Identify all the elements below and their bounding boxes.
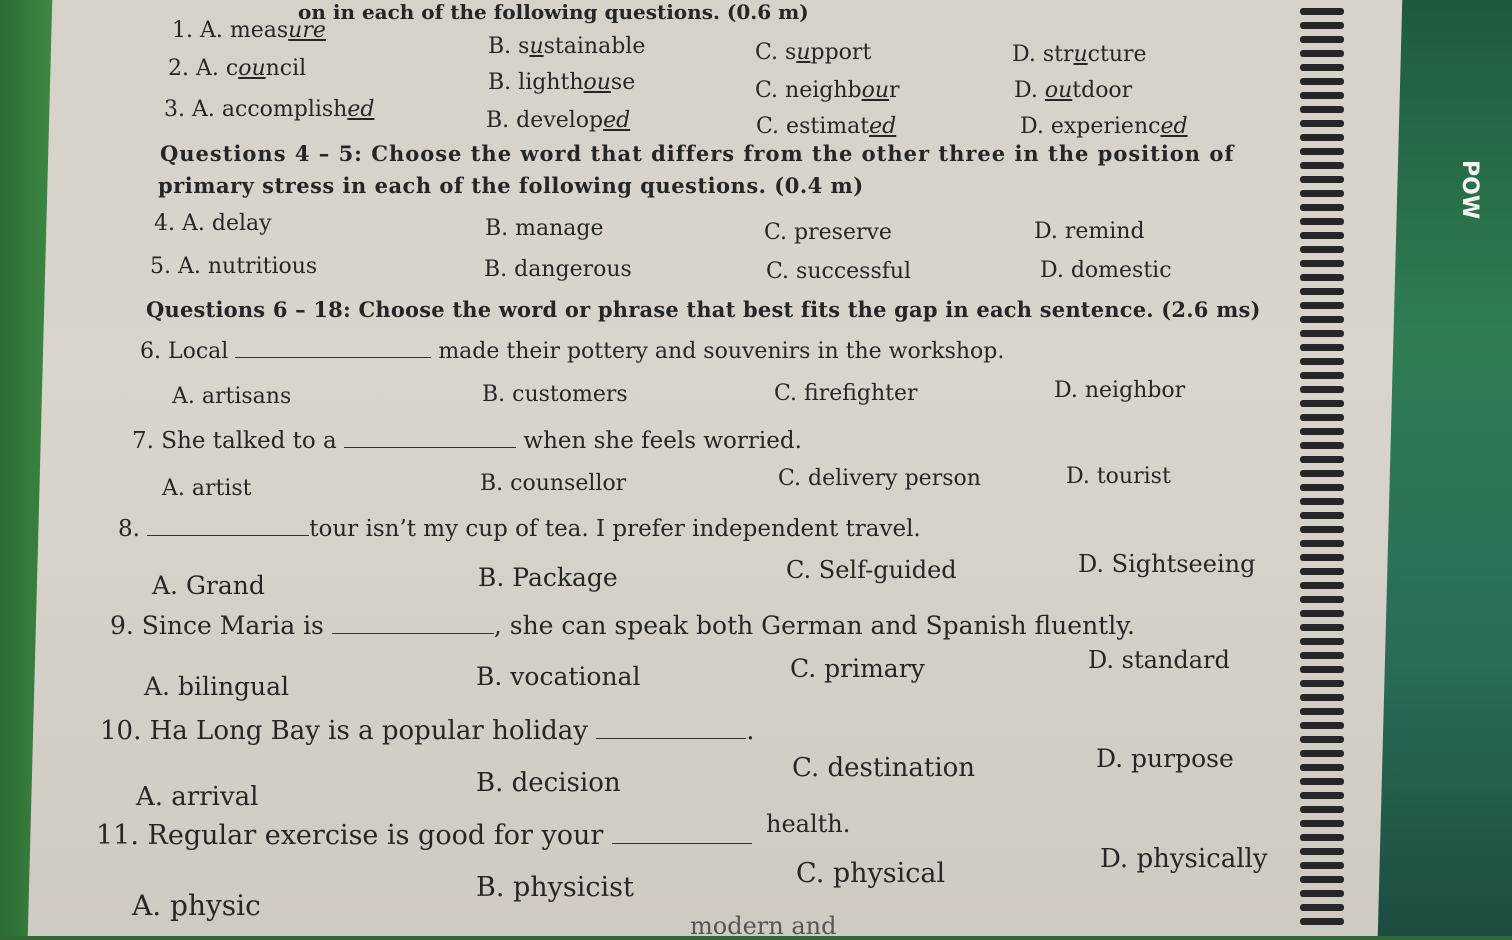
spiral-ring [1300,806,1344,813]
spiral-ring [1300,22,1344,29]
spiral-ring [1300,834,1344,841]
spiral-ring [1300,694,1344,701]
spiral-ring [1300,540,1344,547]
spiral-ring [1300,358,1344,365]
stress-heading-line2: primary stress in each of the following questions. (0.4 m) [158,173,864,198]
spiral-ring [1300,302,1344,309]
spiral-ring [1300,792,1344,799]
section-header-fragment: on in each of the following questions. (0.6 m) [298,0,809,24]
spiral-ring [1300,162,1344,169]
spiral-ring [1300,778,1344,785]
cut-off-line: modern and [690,912,837,940]
spiral-ring [1300,8,1344,15]
spiral-ring [1300,582,1344,589]
spiral-ring [1300,764,1344,771]
spiral-ring [1300,36,1344,43]
spiral-ring [1300,708,1344,715]
spiral-ring [1300,610,1344,617]
spiral-ring [1300,106,1344,113]
spiral-ring [1300,92,1344,99]
spiral-ring [1300,596,1344,603]
spiral-ring [1300,120,1344,127]
spiral-ring [1300,414,1344,421]
spiral-ring [1300,148,1344,155]
spiral-ring [1300,470,1344,477]
spiral-ring [1300,890,1344,897]
spiral-ring [1300,680,1344,687]
spiral-ring [1300,876,1344,883]
gap-heading: Questions 6 – 18: Choose the word or phrase that best fits the gap in each sentence. (2.6 ms) [146,297,1261,322]
spiral-ring [1300,862,1344,869]
spiral-ring [1300,848,1344,855]
spiral-ring [1300,456,1344,463]
spiral-ring [1300,260,1344,267]
spiral-ring [1300,64,1344,71]
spiral-ring [1300,386,1344,393]
spiral-ring [1300,568,1344,575]
spiral-ring [1300,330,1344,337]
spiral-ring [1300,904,1344,911]
spiral-ring [1300,400,1344,407]
spiral-ring [1300,232,1344,239]
spiral-ring [1300,652,1344,659]
spiral-ring [1300,372,1344,379]
spiral-ring [1300,274,1344,281]
stress-heading-line1: Questions 4 – 5: Choose the word that differs from the other three in the position of [160,141,1235,166]
spiral-ring [1300,428,1344,435]
spiral-ring [1300,484,1344,491]
spiral-ring [1300,246,1344,253]
spiral-ring [1300,176,1344,183]
spiral-ring [1300,918,1344,925]
spiral-ring [1300,820,1344,827]
spiral-ring [1300,498,1344,505]
spiral-ring [1300,526,1344,533]
spiral-ring [1300,512,1344,519]
spiral-ring [1300,344,1344,351]
spiral-ring [1300,736,1344,743]
spiral-ring [1300,722,1344,729]
spiral-ring [1300,316,1344,323]
spiral-ring [1300,750,1344,757]
book-spine-label: POW [1457,160,1482,220]
spiral-ring [1300,288,1344,295]
spiral-ring [1300,204,1344,211]
spiral-binding [1300,0,1344,936]
spiral-ring [1300,442,1344,449]
spiral-ring [1300,638,1344,645]
spiral-ring [1300,666,1344,673]
spiral-ring [1300,134,1344,141]
spiral-ring [1300,218,1344,225]
spiral-ring [1300,50,1344,57]
spiral-ring [1300,78,1344,85]
spiral-ring [1300,190,1344,197]
spiral-ring [1300,554,1344,561]
spiral-ring [1300,624,1344,631]
